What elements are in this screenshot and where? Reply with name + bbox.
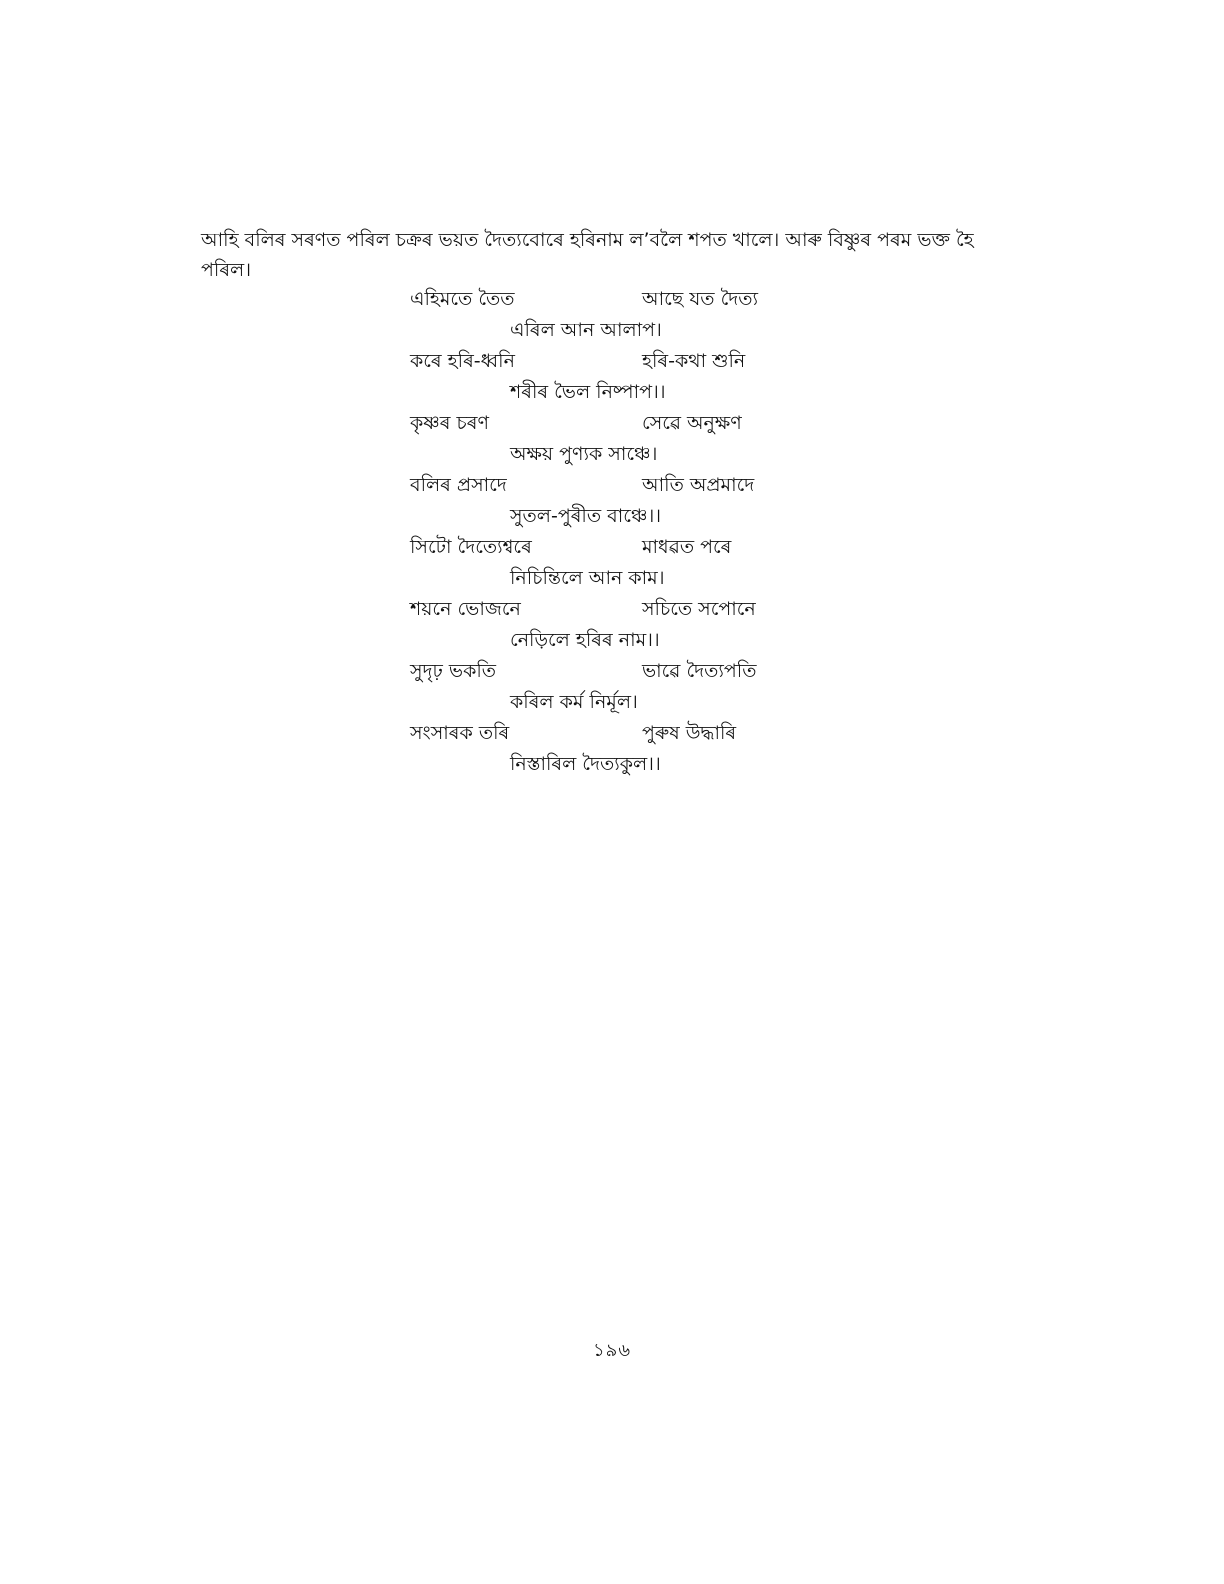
prose-paragraph: আহি বলিৰ সৰণত পৰিল চক্ৰৰ ভয়ত দৈত্যবোৰে হৰিনাম ল’বলৈ শপত খালে। আৰু বিষ্ণুৰ পৰম ভক্ত হৈ পৰিল। — [201, 229, 974, 281]
verse-first-half: বলিৰ প্ৰসাদে — [410, 474, 507, 496]
verse-refrain: সুতল-পুৰীত বাঞ্চে।। — [510, 505, 662, 527]
verse-line — [380, 377, 800, 408]
verse-line — [380, 408, 800, 439]
verse-second-half: সেৱে অনুক্ষণ — [642, 412, 742, 434]
verse-line — [380, 346, 800, 377]
verse-first-half: এহিমতে তৈত — [410, 288, 515, 310]
page-number: ১৯৬ — [592, 1340, 632, 1361]
verse-line — [380, 284, 800, 315]
verse-first-half: সুদৃঢ় ভকতি — [410, 660, 497, 682]
verse-refrain: নেড়িলে হৰিৰ নাম।। — [510, 629, 660, 651]
verse-line — [380, 625, 800, 656]
verse-line — [380, 439, 800, 470]
verse-first-half: সিটো দৈত্যেশ্বৰে — [410, 536, 532, 558]
verse-refrain: অক্ষয় পুণ্যক সাঞ্চে। — [510, 443, 658, 465]
verse-line — [380, 656, 800, 687]
verse-line — [380, 718, 800, 749]
verse-refrain: নিস্তাৰিল দৈত্যকুল।। — [510, 753, 661, 775]
verse-second-half: পুৰুষ উদ্ধাৰি — [642, 722, 737, 744]
verse-first-half: কৰে হৰি-ধ্বনি — [410, 350, 515, 372]
verse-line — [380, 315, 800, 346]
verse-line — [380, 594, 800, 625]
verse-line — [380, 501, 800, 532]
verse-second-half: হৰি-কথা শুনি — [642, 350, 746, 372]
verse-line — [380, 563, 800, 594]
verse-first-half: সংসাৰক তৰি — [410, 722, 510, 744]
verse-second-half: আছে যত দৈত্য — [642, 288, 759, 310]
verse-refrain: নিচিন্তিলে আন কাম। — [510, 567, 665, 589]
verse-refrain: শৰীৰ ভৈল নিষ্পাপ।। — [510, 381, 666, 403]
verse-second-half: আতি অপ্ৰমাদে — [642, 474, 755, 496]
verse-refrain: কৰিল কৰ্ম নিৰ্মূল। — [510, 691, 638, 713]
verse-block — [380, 284, 800, 780]
verse-second-half: ভাৱে দৈত্যপতি — [642, 660, 757, 682]
verse-line — [380, 749, 800, 780]
verse-refrain: এৰিল আন আলাপ। — [510, 319, 662, 341]
verse-first-half: শয়নে ভোজনে — [410, 598, 521, 620]
verse-second-half: মাধৱত পৰে — [642, 536, 732, 558]
verse-first-half: কৃষ্ণৰ চৰণ — [410, 412, 489, 434]
verse-line — [380, 470, 800, 501]
verse-line — [380, 687, 800, 718]
verse-second-half: সচিতে সপোনে — [642, 598, 756, 620]
verse-line — [380, 532, 800, 563]
